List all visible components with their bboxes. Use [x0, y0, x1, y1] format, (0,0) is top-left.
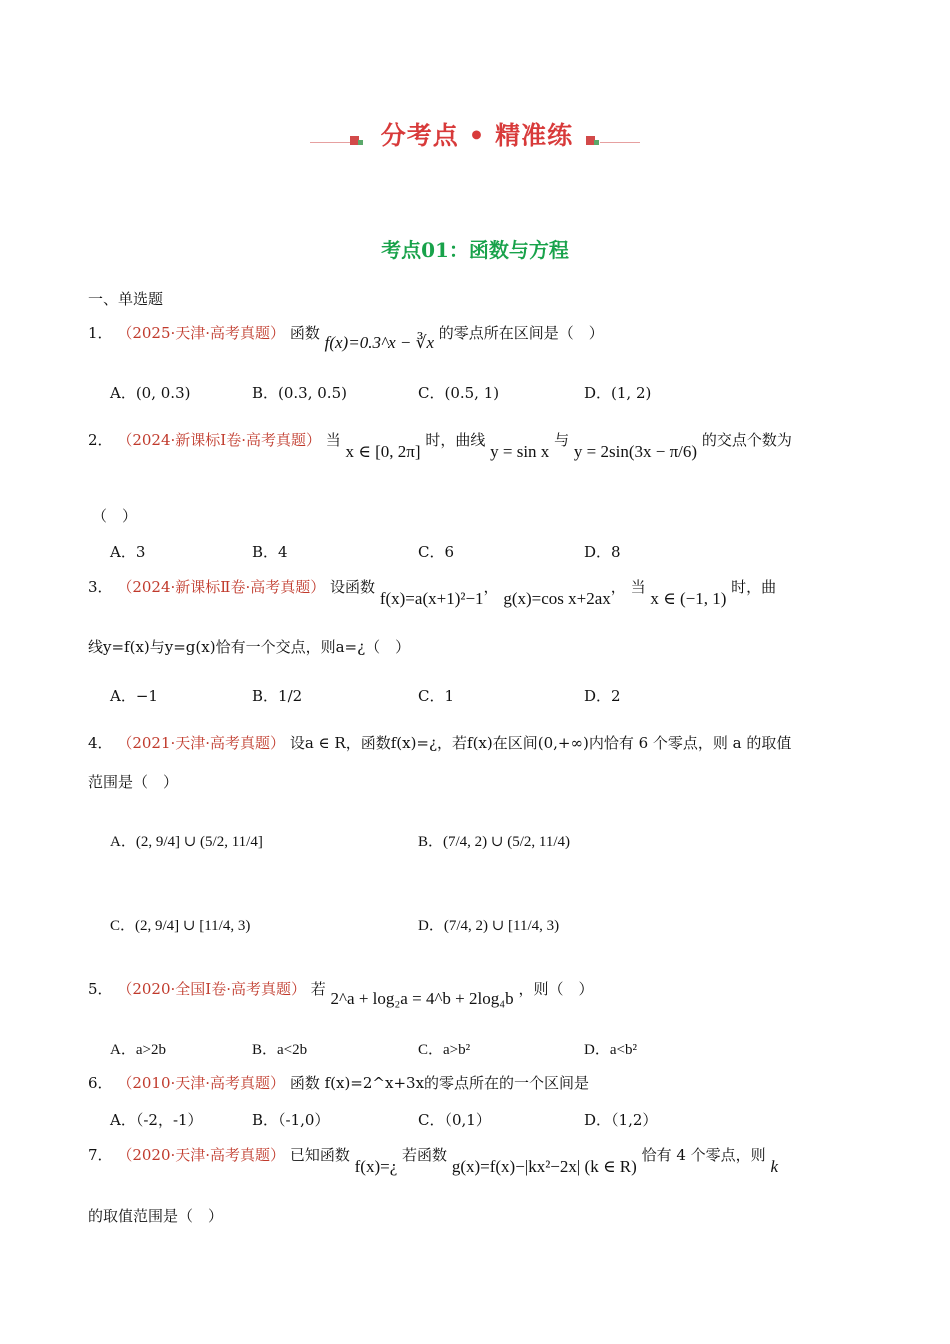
- question-math: y = sin x: [490, 442, 550, 461]
- banner-line-left: [310, 142, 350, 143]
- question-math: k: [770, 1157, 778, 1176]
- option-d[interactable]: D．(1, 2): [584, 384, 652, 402]
- section-heading: 一、单选题: [88, 290, 164, 308]
- option-c[interactable]: C．6: [418, 543, 455, 561]
- question-text: 函数 f(x)=2^x+3x的零点所在的一个区间是: [289, 1074, 590, 1092]
- question-text: 的交点个数为: [701, 431, 792, 449]
- question-text: ，则（ ）: [518, 980, 594, 998]
- option-c[interactable]: C．(2, 9/4] ∪ [11/4, 3): [110, 918, 251, 934]
- option-a[interactable]: A．（-2，-1）: [110, 1111, 203, 1129]
- question-text: 当: [325, 431, 341, 449]
- question-2-paren: （ ）: [92, 507, 138, 525]
- question-math: g(x)=cos x+2ax: [503, 589, 611, 608]
- question-text: 设函数: [330, 578, 376, 596]
- option-a[interactable]: A．3: [110, 543, 146, 561]
- question-7-line2: 的取值范围是（ ）: [88, 1207, 224, 1225]
- question-text: 时，曲: [731, 578, 777, 596]
- question-7: [88, 1145, 778, 1176]
- banner-title: 分考点 • 精准练: [380, 121, 574, 150]
- option-d[interactable]: D．8: [584, 543, 621, 561]
- question-math: x ∈ (−1, 1): [650, 589, 727, 608]
- question-number: 4．: [88, 734, 113, 752]
- question-4: [88, 733, 791, 753]
- option-a[interactable]: A．−1: [110, 687, 158, 705]
- question-text: 已知函数: [289, 1146, 350, 1164]
- question-5: [88, 979, 594, 1008]
- question-source: （2020·天津·高考真题）: [117, 1146, 286, 1164]
- question-text: 若函数: [402, 1146, 448, 1164]
- question-number: 1．: [88, 324, 113, 342]
- question-math: x ∈ [0, 2π]: [345, 442, 421, 461]
- option-c[interactable]: C．（0,1）: [418, 1111, 491, 1129]
- question-number: 2．: [88, 431, 113, 449]
- question-number: 5．: [88, 980, 113, 998]
- question-source: （2025·天津·高考真题）: [117, 324, 286, 342]
- option-b[interactable]: B．(7/4, 2) ∪ (5/2, 11/4): [418, 834, 570, 850]
- question-math: f(x)=¿: [354, 1157, 398, 1176]
- question-text: 的零点所在区间是（ ）: [438, 324, 604, 342]
- option-b[interactable]: B．（-1,0）: [252, 1111, 330, 1129]
- question-text: 当: [630, 578, 646, 596]
- option-d[interactable]: D．a<b²: [584, 1042, 637, 1058]
- option-c[interactable]: C．(0.5, 1): [418, 384, 500, 402]
- question-math: g(x)=f(x)−|kx²−2x| (k ∈ R): [451, 1157, 637, 1176]
- option-d[interactable]: D．(7/4, 2) ∪ [11/4, 3): [418, 918, 560, 934]
- page-title: 考点01：函数与方程: [381, 238, 569, 262]
- question-source: （2024·新课标Ⅱ卷·高考真题）: [117, 578, 326, 596]
- question-text: 函数: [289, 324, 320, 342]
- question-6: [88, 1073, 589, 1093]
- option-c[interactable]: C．a>b²: [418, 1042, 471, 1058]
- question-1: [88, 323, 604, 352]
- question-math: f(x)=0.3^x − ∛x: [324, 333, 435, 352]
- question-text: 恰有 4 个零点，则: [641, 1146, 766, 1164]
- question-2: [88, 430, 792, 461]
- section-banner: [310, 112, 640, 152]
- question-4-line2: 范围是（ ）: [88, 773, 179, 791]
- option-a[interactable]: A．a>2b: [110, 1042, 166, 1058]
- question-source: （2010·天津·高考真题）: [117, 1074, 286, 1092]
- question-source: （2024·新课标Ⅰ卷·高考真题）: [117, 431, 321, 449]
- banner-line-right: [600, 142, 640, 143]
- question-math: f(x)=a(x+1)²−1: [379, 589, 484, 608]
- option-c[interactable]: C．1: [418, 687, 455, 705]
- banner-square-icon: [594, 140, 599, 145]
- option-b[interactable]: B．1/2: [252, 687, 303, 705]
- question-math: y = 2sin(3x − π/6): [573, 442, 698, 461]
- question-source: （2021·天津·高考真题）: [117, 734, 286, 752]
- question-number: 6．: [88, 1074, 113, 1092]
- question-math: 2^a + log₂a = 4^b + 2log₄b: [330, 989, 514, 1008]
- question-text: 若: [310, 980, 326, 998]
- option-d[interactable]: D．2: [584, 687, 621, 705]
- question-text: 与: [554, 431, 570, 449]
- question-number: 3．: [88, 578, 113, 596]
- question-text: 设a ∈ R，函数f(x)=¿，若f(x)在区间(0,+∞)内恰有 6 个零点，则 a 的取值: [289, 734, 792, 752]
- question-3: 3． （2024·新课标Ⅱ卷·高考真题） 设函数 f(x)=a(x+1)²−1， g(x)=cos x+2ax， 当 x ∈ (−1, 1) 时，曲: [88, 578, 777, 608]
- option-a[interactable]: A．(0, 0.3): [110, 384, 191, 402]
- question-3-line2: 线y=f(x)与y=g(x)恰有一个交点，则a=¿（ ）: [88, 638, 411, 656]
- question-text: 时，曲线: [425, 431, 486, 449]
- option-a[interactable]: A．(2, 9/4] ∪ (5/2, 11/4]: [110, 834, 263, 850]
- question-source: （2020·全国Ⅰ卷·高考真题）: [117, 980, 306, 998]
- option-b[interactable]: B．(0.3, 0.5): [252, 384, 347, 402]
- option-b[interactable]: B．a<2b: [252, 1042, 308, 1058]
- option-d[interactable]: D．（1,2）: [584, 1111, 658, 1129]
- question-number: 7．: [88, 1146, 113, 1164]
- banner-square-icon: [358, 140, 363, 145]
- option-b[interactable]: B．4: [252, 543, 288, 561]
